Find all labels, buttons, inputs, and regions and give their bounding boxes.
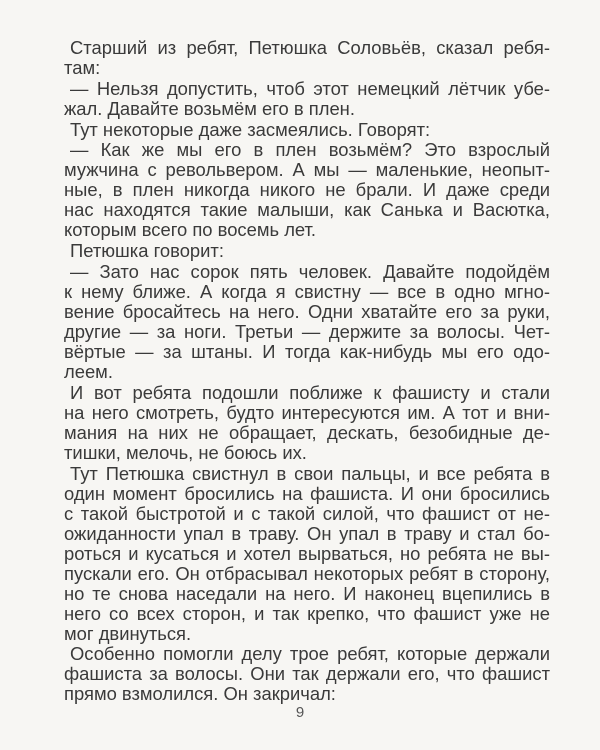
text-line: — Зато нас сорок пять человек. Давайте подойдём [70,260,550,282]
text-line: Тут некоторые даже засмеялись. Говорят: [70,118,431,140]
text-line: но те снова наседали на него. И наконец вцепились в [64,582,550,604]
text-line: на него смотреть, будто интересуются им. А тот и вни- [64,401,550,423]
page-text [64,38,550,704]
text-line: нас находятся такие малыши, как Санька и Васютка, [64,199,550,221]
text-line: Тут Петюшка свистнул в свои пальцы, и все ребята в [70,462,550,484]
text-line: вёртые — за штаны. И тогда как-нибудь мы его одо- [64,340,550,362]
text-line: жал. Давайте возьмём его в плен. [64,97,355,119]
text-line: пускали его. Он отбрасывал некоторых ребят в сторону, [64,562,550,584]
text-line: Старший из ребят, Петюшка Соловьёв, сказал ребя- [70,37,550,58]
text-line: — Нельзя допустить, чтоб этот немецкий лётчик убе- [70,77,550,99]
text-line: там: [64,57,101,78]
text-line: вение бросайтесь на него. Одни хватайте его за руки, [64,300,550,322]
text-line: него со всех сторон, и так крепко, что фашист уже не [64,602,550,624]
text-line: роться и кусаться и хотел вырваться, но ребята не вы- [64,542,550,564]
text-line: мужчина с револьвером. А мы — маленькие, неопыт- [64,159,550,181]
text-line: мания на них не обращает, дескать, безобидные де- [64,421,550,443]
text-line: которым всего по восемь лет. [64,219,317,241]
text-line: — Как же мы его в плен возьмём? Это взрослый [70,139,550,161]
text-line: прямо взмолился. Он закричал: [64,683,336,705]
text-line: мог двинуться. [64,622,192,644]
text-line: леем. [64,360,113,382]
text-line: ожиданности упал в траву. Он упал в траву и стал бо- [64,522,550,544]
text-line: фашиста за волосы. Они так держали его, что фашист [64,663,550,685]
text-line: тишки, мелочь, не боюсь их. [64,441,307,463]
text-line: Особенно помогли делу трое ребят, которые держали [70,643,550,665]
text-line: один момент бросились на фашиста. И они бросились [64,482,550,504]
page-number: 9 [295,704,305,721]
text-line: ные, в плен никогда никого не брали. И даже среди [64,179,550,201]
text-line: И вот ребята подошли поближе к фашисту и стали [70,381,550,403]
text-line: к нему ближе. А когда я свистну — все в одно мгно- [64,280,550,302]
text-line: другие — за ноги. Третьи — держите за волосы. Чет- [64,320,550,342]
text-line: с такой быстротой и с такой силой, что фашист от не- [64,502,550,524]
text-line: Петюшка говорит: [70,240,224,262]
